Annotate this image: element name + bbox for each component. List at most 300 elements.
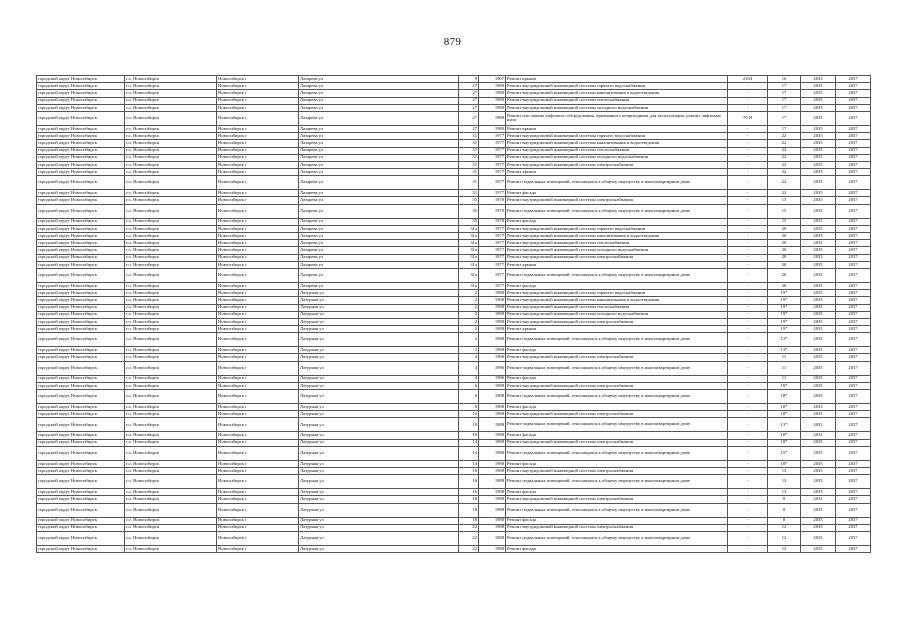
cell-settlement: Новосибирск г [217, 247, 299, 254]
cell-start-year: 2035 [801, 297, 836, 304]
cell-year: 1977 [479, 240, 506, 247]
cell-settlement: Новосибирск г [217, 147, 299, 154]
cell-work-type: Ремонт подвальных помещений, относящихся к общему имуществу в многоквартирном доме [506, 531, 728, 545]
cell-year: 1988 [479, 318, 506, 325]
table-row [37, 297, 871, 304]
table-row [37, 333, 871, 347]
cell-work-type: Ремонт фасада [506, 460, 728, 467]
cell-start-year: 2035 [801, 404, 836, 411]
cell-settlement: Новосибирск г [217, 333, 299, 347]
table-row [37, 382, 871, 389]
cell-start-year: 2035 [801, 247, 836, 254]
cell-house: 16 [459, 489, 479, 496]
cell-end-year: 2037 [836, 290, 871, 297]
cell-work-type: Ремонт подвальных помещений, относящихся к общему имуществу в многоквартирном доме [506, 418, 728, 432]
cell-city: г.о. Новосибирск [125, 467, 217, 474]
cell-area: - [728, 169, 768, 176]
cell-city: г.о. Новосибирск [125, 247, 217, 254]
cell-street: Лазарева ул [299, 104, 459, 111]
cell-settlement: Новосибирск г [217, 432, 299, 439]
cell-count: 20 [768, 225, 801, 232]
cell-work-type: Ремонт внутридомовой инженерной системы холодного водоснабжения [506, 154, 728, 161]
cell-year: 1977 [479, 140, 506, 147]
cell-year: 1988 [479, 524, 506, 531]
cell-house: 4 [459, 354, 479, 361]
cell-area: - [728, 233, 768, 240]
cell-street: Лазарева ул [299, 97, 459, 104]
cell-year: 1986 [479, 354, 506, 361]
cell-street: Лазарева ул [299, 233, 459, 240]
cell-settlement: Новосибирск г [217, 169, 299, 176]
cell-area: - [728, 326, 768, 333]
cell-year: 1988 [479, 432, 506, 439]
table-row [37, 517, 871, 524]
cell-year: 1977 [479, 161, 506, 168]
cell-count: 12 [768, 545, 801, 552]
cell-work-type: Ремонт внутридомовой инженерной системы электроснабжения [506, 524, 728, 531]
cell-house: 27 [459, 104, 479, 111]
cell-start-year: 2035 [801, 411, 836, 418]
cell-house: 31 [459, 176, 479, 190]
cell-settlement: Новосибирск г [217, 318, 299, 325]
cell-area: - [728, 297, 768, 304]
table-row [37, 169, 871, 176]
cell-house: 2 [459, 304, 479, 311]
cell-district: городской округ Новосибирск [37, 233, 125, 240]
cell-count: 20 [768, 240, 801, 247]
cell-settlement: Новосибирск г [217, 517, 299, 524]
cell-house: 6 [459, 404, 479, 411]
cell-end-year: 2037 [836, 169, 871, 176]
cell-start-year: 2035 [801, 225, 836, 232]
cell-street: Лазарева ул [299, 83, 459, 90]
cell-house: 27 [459, 90, 479, 97]
cell-district: городской округ Новосибирск [37, 240, 125, 247]
cell-house: 2 [459, 347, 479, 354]
cell-end-year: 2037 [836, 503, 871, 517]
cell-city: г.о. Новосибирск [125, 375, 217, 382]
cell-work-type: Ремонт крыши [506, 169, 728, 176]
cell-start-year: 2035 [801, 347, 836, 354]
cell-start-year: 2035 [801, 176, 836, 190]
cell-district: городской округ Новосибирск [37, 404, 125, 411]
cell-start-year: 2035 [801, 90, 836, 97]
cell-settlement: Новосибирск г [217, 176, 299, 190]
cell-district: городской округ Новосибирск [37, 347, 125, 354]
cell-work-type: Ремонт внутридомовой инженерной системы электроснабжения [506, 354, 728, 361]
cell-count: 18* [768, 432, 801, 439]
cell-end-year: 2037 [836, 311, 871, 318]
cell-year: 1988 [479, 333, 506, 347]
cell-house: 2 [459, 326, 479, 333]
cell-house: 6 [459, 390, 479, 404]
cell-area: 79 И [728, 111, 768, 125]
cell-settlement: Новосибирск г [217, 411, 299, 418]
cell-house: 35 [459, 204, 479, 218]
cell-street: Лазурная ул [299, 297, 459, 304]
cell-district: городской округ Новосибирск [37, 375, 125, 382]
cell-house: 4 [459, 375, 479, 382]
cell-end-year: 2037 [836, 261, 871, 268]
cell-district: городской округ Новосибирск [37, 254, 125, 261]
cell-start-year: 2035 [801, 268, 836, 282]
table-row [37, 111, 871, 125]
cell-settlement: Новосибирск г [217, 524, 299, 531]
cell-city: г.о. Новосибирск [125, 147, 217, 154]
table-row [37, 147, 871, 154]
cell-city: г.о. Новосибирск [125, 76, 217, 83]
table-row [37, 503, 871, 517]
cell-city: г.о. Новосибирск [125, 197, 217, 204]
cell-settlement: Новосибирск г [217, 190, 299, 197]
cell-settlement: Новосибирск г [217, 304, 299, 311]
cell-area: - [728, 347, 768, 354]
cell-district: городской округ Новосибирск [37, 354, 125, 361]
cell-city: г.о. Новосибирск [125, 240, 217, 247]
cell-count: 18* [768, 404, 801, 411]
cell-start-year: 2035 [801, 261, 836, 268]
table-row [37, 161, 871, 168]
cell-city: г.о. Новосибирск [125, 432, 217, 439]
cell-house: 31 [459, 133, 479, 140]
cell-work-type: Ремонт фасада [506, 545, 728, 552]
cell-street: Лазарева ул [299, 125, 459, 132]
cell-settlement: Новосибирск г [217, 83, 299, 90]
cell-count: 20 [768, 247, 801, 254]
cell-area: - [728, 382, 768, 389]
cell-count: 17 [768, 97, 801, 104]
cell-end-year: 2037 [836, 297, 871, 304]
cell-start-year: 2035 [801, 133, 836, 140]
cell-street: Лазурная ул [299, 347, 459, 354]
table-body [37, 76, 871, 553]
cell-work-type: Ремонт крыши [506, 326, 728, 333]
cell-start-year: 2035 [801, 282, 836, 289]
table-row [37, 133, 871, 140]
cell-end-year: 2037 [836, 147, 871, 154]
cell-street: Лазурная ул [299, 517, 459, 524]
cell-settlement: Новосибирск г [217, 475, 299, 489]
cell-year: 1977 [479, 247, 506, 254]
cell-start-year: 2035 [801, 333, 836, 347]
cell-count: 13 [768, 489, 801, 496]
cell-area: - [728, 432, 768, 439]
cell-area: - [728, 467, 768, 474]
cell-district: городской округ Новосибирск [37, 545, 125, 552]
cell-area: - [728, 418, 768, 432]
cell-area: - [728, 125, 768, 132]
cell-end-year: 2037 [836, 326, 871, 333]
cell-city: г.о. Новосибирск [125, 311, 217, 318]
cell-district: городской округ Новосибирск [37, 176, 125, 190]
cell-house: 10 [459, 432, 479, 439]
cell-street: Лазурная ул [299, 382, 459, 389]
cell-street: Лазарева ул [299, 240, 459, 247]
cell-house: 31 [459, 154, 479, 161]
cell-year: 1988 [479, 489, 506, 496]
table-row [37, 446, 871, 460]
cell-house: 2 [459, 311, 479, 318]
cell-street: Лазурная ул [299, 304, 459, 311]
cell-end-year: 2037 [836, 83, 871, 90]
table-row [37, 282, 871, 289]
cell-end-year: 2037 [836, 333, 871, 347]
cell-settlement: Новосибирск г [217, 375, 299, 382]
cell-street: Лазурная ул [299, 524, 459, 531]
cell-end-year: 2037 [836, 233, 871, 240]
cell-end-year: 2037 [836, 104, 871, 111]
cell-start-year: 2035 [801, 111, 836, 125]
cell-year: 1978 [479, 197, 506, 204]
cell-work-type: Ремонт внутридомовой инженерной системы канализования и водоотведения [506, 297, 728, 304]
cell-area: - [728, 240, 768, 247]
cell-house: 22 [459, 545, 479, 552]
cell-area: 2104 [728, 76, 768, 83]
cell-settlement: Новосибирск г [217, 531, 299, 545]
table-row [37, 418, 871, 432]
cell-district: городской округ Новосибирск [37, 318, 125, 325]
cell-start-year: 2035 [801, 290, 836, 297]
cell-district: городской округ Новосибирск [37, 97, 125, 104]
cell-settlement: Новосибирск г [217, 390, 299, 404]
cell-city: г.о. Новосибирск [125, 161, 217, 168]
cell-settlement: Новосибирск г [217, 354, 299, 361]
cell-street: Лазурная ул [299, 475, 459, 489]
cell-start-year: 2035 [801, 545, 836, 552]
cell-house: 16 [459, 475, 479, 489]
cell-start-year: 2035 [801, 439, 836, 446]
cell-work-type: Ремонт подвальных помещений, относящихся к общему имуществу в многоквартирном доме [506, 475, 728, 489]
cell-street: Лазарева ул [299, 204, 459, 218]
cell-settlement: Новосибирск г [217, 290, 299, 297]
cell-settlement: Новосибирск г [217, 197, 299, 204]
cell-area: - [728, 204, 768, 218]
table-row [37, 154, 871, 161]
cell-start-year: 2035 [801, 418, 836, 432]
cell-area: - [728, 282, 768, 289]
cell-street: Лазурная ул [299, 333, 459, 347]
cell-house: 35 [459, 197, 479, 204]
cell-year: 1988 [479, 503, 506, 517]
cell-year: 1988 [479, 531, 506, 545]
cell-area: - [728, 304, 768, 311]
cell-start-year: 2035 [801, 446, 836, 460]
cell-work-type: Ремонт крыши [506, 125, 728, 132]
cell-start-year: 2035 [801, 489, 836, 496]
cell-end-year: 2037 [836, 489, 871, 496]
cell-year: 1980 [479, 125, 506, 132]
cell-house: 18 [459, 496, 479, 503]
table-row [37, 97, 871, 104]
cell-start-year: 2035 [801, 382, 836, 389]
cell-street: Лазурная ул [299, 460, 459, 467]
cell-city: г.о. Новосибирск [125, 297, 217, 304]
cell-city: г.о. Новосибирск [125, 545, 217, 552]
cell-settlement: Новосибирск г [217, 225, 299, 232]
table-row [37, 247, 871, 254]
cell-count: 17 [768, 90, 801, 97]
cell-house: 22 [459, 524, 479, 531]
cell-house: 27 [459, 83, 479, 90]
cell-work-type: Ремонт фасада [506, 218, 728, 225]
cell-city: г.о. Новосибирск [125, 290, 217, 297]
cell-city: г.о. Новосибирск [125, 282, 217, 289]
cell-district: городской округ Новосибирск [37, 304, 125, 311]
cell-area: - [728, 154, 768, 161]
cell-settlement: Новосибирск г [217, 111, 299, 125]
cell-street: Лазарева ул [299, 225, 459, 232]
cell-city: г.о. Новосибирск [125, 361, 217, 375]
cell-start-year: 2035 [801, 147, 836, 154]
cell-street: Лазарева ул [299, 133, 459, 140]
cell-city: г.о. Новосибирск [125, 390, 217, 404]
cell-city: г.о. Новосибирск [125, 382, 217, 389]
cell-count: 18* [768, 439, 801, 446]
cell-street: Лазурная ул [299, 446, 459, 460]
cell-start-year: 2035 [801, 326, 836, 333]
cell-street: Лазурная ул [299, 375, 459, 382]
cell-city: г.о. Новосибирск [125, 169, 217, 176]
cell-city: г.о. Новосибирск [125, 347, 217, 354]
cell-city: г.о. Новосибирск [125, 318, 217, 325]
cell-count: 8 [768, 496, 801, 503]
cell-work-type: Ремонт подвальных помещений, относящихся к общему имуществу в многоквартирном доме [506, 176, 728, 190]
cell-street: Лазарева ул [299, 261, 459, 268]
table-row [37, 304, 871, 311]
cell-house: 31а [459, 247, 479, 254]
cell-end-year: 2037 [836, 524, 871, 531]
cell-district: городской округ Новосибирск [37, 460, 125, 467]
cell-count: 13 [768, 475, 801, 489]
cell-area: - [728, 104, 768, 111]
cell-area: - [728, 311, 768, 318]
cell-street: Лазурная ул [299, 503, 459, 517]
cell-work-type: Ремонт подвальных помещений, относящихся к общему имуществу в многоквартирном доме [506, 204, 728, 218]
cell-district: городской округ Новосибирск [37, 326, 125, 333]
cell-count: 13* [768, 418, 801, 432]
cell-count: 19* [768, 304, 801, 311]
cell-work-type: Ремонт фасада [506, 375, 728, 382]
cell-street: Лазарева ул [299, 154, 459, 161]
cell-district: городской округ Новосибирск [37, 204, 125, 218]
cell-count: 18* [768, 460, 801, 467]
cell-city: г.о. Новосибирск [125, 125, 217, 132]
cell-count: 8 [768, 503, 801, 517]
cell-start-year: 2035 [801, 432, 836, 439]
cell-settlement: Новосибирск г [217, 154, 299, 161]
cell-city: г.о. Новосибирск [125, 204, 217, 218]
cell-area: - [728, 268, 768, 282]
cell-year: 1988 [479, 467, 506, 474]
cell-street: Лазарева ул [299, 140, 459, 147]
cell-end-year: 2037 [836, 460, 871, 467]
cell-end-year: 2037 [836, 318, 871, 325]
cell-end-year: 2037 [836, 347, 871, 354]
cell-work-type: Ремонт фасада [506, 347, 728, 354]
cell-start-year: 2035 [801, 467, 836, 474]
cell-street: Лазурная ул [299, 418, 459, 432]
cell-year: 1988 [479, 347, 506, 354]
cell-end-year: 2037 [836, 97, 871, 104]
table-row [37, 225, 871, 232]
cell-start-year: 2035 [801, 496, 836, 503]
cell-end-year: 2037 [836, 76, 871, 83]
cell-house: 31а [459, 225, 479, 232]
cell-start-year: 2035 [801, 83, 836, 90]
cell-district: городской округ Новосибирск [37, 432, 125, 439]
cell-district: городской округ Новосибирск [37, 439, 125, 446]
cell-start-year: 2035 [801, 254, 836, 261]
cell-settlement: Новосибирск г [217, 233, 299, 240]
table-row [37, 311, 871, 318]
cell-house: 14 [459, 460, 479, 467]
cell-settlement: Новосибирск г [217, 104, 299, 111]
cell-settlement: Новосибирск г [217, 90, 299, 97]
cell-district: городской округ Новосибирск [37, 524, 125, 531]
cell-start-year: 2035 [801, 190, 836, 197]
cell-settlement: Новосибирск г [217, 133, 299, 140]
cell-end-year: 2037 [836, 418, 871, 432]
cell-district: городской округ Новосибирск [37, 489, 125, 496]
table-row [37, 361, 871, 375]
cell-area: - [728, 390, 768, 404]
cell-end-year: 2037 [836, 446, 871, 460]
cell-count: 13 [768, 467, 801, 474]
cell-work-type: Ремонт или замена лифтового оборудования, признанного непригодным для эксплуатации, ремонт лифтовых шахт [506, 111, 728, 125]
cell-city: г.о. Новосибирск [125, 517, 217, 524]
cell-district: городской округ Новосибирск [37, 218, 125, 225]
cell-area: - [728, 404, 768, 411]
cell-work-type: Ремонт крыши [506, 76, 728, 83]
cell-street: Лазурная ул [299, 354, 459, 361]
cell-end-year: 2037 [836, 390, 871, 404]
cell-city: г.о. Новосибирск [125, 460, 217, 467]
cell-house: 31а [459, 282, 479, 289]
cell-city: г.о. Новосибирск [125, 446, 217, 460]
cell-house: 18 [459, 517, 479, 524]
cell-city: г.о. Новосибирск [125, 233, 217, 240]
cell-settlement: Новосибирск г [217, 76, 299, 83]
cell-house: 18 [459, 503, 479, 517]
cell-area: - [728, 524, 768, 531]
cell-count: 15* [768, 446, 801, 460]
table-row [37, 218, 871, 225]
cell-city: г.о. Новосибирск [125, 475, 217, 489]
cell-street: Лазурная ул [299, 311, 459, 318]
cell-end-year: 2037 [836, 432, 871, 439]
cell-work-type: Ремонт внутридомовой инженерной системы горячего водоснабжения [506, 133, 728, 140]
cell-start-year: 2035 [801, 354, 836, 361]
cell-end-year: 2037 [836, 361, 871, 375]
cell-year: 1988 [479, 517, 506, 524]
cell-start-year: 2035 [801, 218, 836, 225]
cell-work-type: Ремонт внутридомовой инженерной системы горячего водоснабжения [506, 225, 728, 232]
cell-street: Лазурная ул [299, 489, 459, 496]
cell-start-year: 2035 [801, 390, 836, 404]
cell-end-year: 2037 [836, 140, 871, 147]
cell-settlement: Новосибирск г [217, 204, 299, 218]
cell-work-type: Ремонт внутридомовой инженерной системы электроснабжения [506, 496, 728, 503]
cell-city: г.о. Новосибирск [125, 261, 217, 268]
cell-end-year: 2037 [836, 382, 871, 389]
cell-district: городской округ Новосибирск [37, 268, 125, 282]
cell-end-year: 2037 [836, 240, 871, 247]
cell-city: г.о. Новосибирск [125, 531, 217, 545]
table-row [37, 432, 871, 439]
table-row [37, 104, 871, 111]
cell-street: Лазурная ул [299, 361, 459, 375]
cell-count: 11 [768, 361, 801, 375]
